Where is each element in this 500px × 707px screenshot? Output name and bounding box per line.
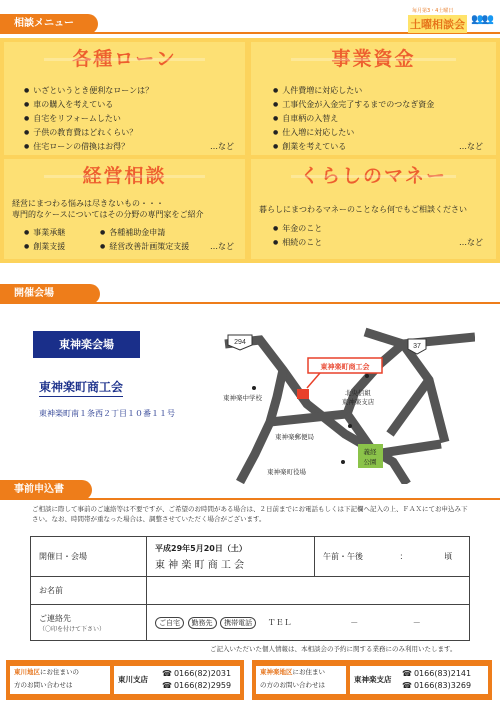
etc-label: …など: [459, 238, 483, 247]
park-label: 公園: [363, 458, 377, 466]
list-item: ● 創業を考えている: [273, 141, 346, 152]
park-label: 義経: [363, 448, 377, 456]
phone-number: 0166(82)2031: [173, 669, 232, 678]
panel-business: [251, 42, 496, 155]
venue-name: 東神楽町商工会: [39, 378, 123, 397]
apply-notice: ご相談に際して事前のご連絡等は不要ですが、ご希望のお時間がある場合は、２日前までにお電話もしくは下記欄へ記入の上、ＦＡＸにてお申込み下さい。なお、時間帯が重なった場合は、調整させていただく場合がございます。: [32, 505, 468, 523]
logo-subtitle: 毎月第3・4土曜日: [412, 8, 454, 14]
section-venue-title: 開催会場: [14, 288, 54, 299]
bank-marker: [365, 374, 369, 378]
section-apply-title: 事前申込書: [14, 484, 64, 495]
area-name: 東神楽地区: [260, 668, 293, 676]
list-item: ● いざというとき便利なローンは？: [24, 85, 153, 96]
list-item: ● 子供の教育費はどれくらい？: [24, 127, 137, 138]
list-item: ● 年金のこと: [273, 223, 322, 234]
date-label: 開催日・会場: [31, 537, 147, 577]
tel-separator: －: [350, 617, 359, 627]
list-item: ● 事業承継: [24, 227, 65, 238]
tel-separator: －: [412, 617, 421, 627]
contact-label-cell: [31, 605, 147, 641]
venue-badge: 東神楽会場: [33, 331, 140, 358]
area-text: の方のお問い合わせは: [260, 681, 325, 689]
venue-value: 東 神 楽 町 商 工 会: [155, 559, 245, 571]
list-item: ● 工事代金が入金完了するまでのつなぎ資金: [273, 99, 434, 110]
phone-line[interactable]: [162, 669, 231, 678]
school-label: 東神楽中学校: [223, 394, 262, 402]
etc-label: …など: [210, 242, 234, 251]
people-icon: 👥👥: [471, 14, 492, 25]
list-item: ● 創業支援: [24, 241, 65, 252]
bank-branch-label: 東神楽支店: [341, 398, 375, 406]
fax-line[interactable]: [162, 681, 231, 690]
name-label: お名前: [31, 577, 147, 605]
panel-loan-title: 各種ローン: [4, 44, 245, 74]
contact-box-higashikagura: [252, 660, 492, 700]
town-office-label: 東神楽町役場: [267, 468, 306, 476]
school-marker: [252, 386, 256, 390]
fax-icon: ☎: [402, 681, 412, 690]
application-form: [30, 536, 470, 641]
map-road: [390, 380, 429, 434]
panel-management-lead: 専門的なケースについてはその分野の専門家をご紹介: [12, 210, 204, 219]
contact-branch: [350, 666, 488, 694]
panel-management: [4, 159, 245, 259]
list-item: ● 車の購入を考えている: [24, 99, 113, 110]
area-text: 方のお問い合わせは: [14, 681, 73, 689]
map-road: [240, 370, 283, 482]
etc-label: …など: [459, 142, 483, 151]
time-label: 午前・午後: [323, 552, 363, 561]
contact-field[interactable]: [147, 605, 470, 641]
contact-option-work[interactable]: 勤務先: [188, 617, 217, 629]
logo: [406, 6, 492, 32]
bank-label: 北央信組: [345, 389, 371, 397]
panel-management-lead: 経営にまつわる悩みは尽きないもの・・・: [12, 199, 164, 208]
list-item: ● 人件費増に対応したい: [273, 85, 362, 96]
route-294-label: 294: [234, 339, 246, 346]
consult-menu: [0, 38, 500, 263]
route-37-label: 37: [413, 343, 421, 350]
venue-address: 東神楽町南１条西２丁目１０番１１号: [39, 409, 175, 418]
section-venue-tab: [0, 284, 100, 304]
time-colon: ：: [399, 552, 408, 561]
section-apply-tab: [0, 480, 92, 500]
list-item: ● 相続のこと: [273, 237, 322, 248]
section-menu-tab: [0, 14, 98, 34]
contact-branch: [114, 666, 240, 694]
post-office-marker: [348, 424, 352, 428]
panel-management-title: 経営相談: [4, 161, 245, 191]
area-name: 東川地区: [14, 668, 40, 676]
contact-option-mobile[interactable]: 携帯電話: [220, 617, 256, 629]
phone-icon: ☎: [402, 669, 412, 678]
area-text: にお住まいの: [40, 668, 79, 676]
town-office-marker: [341, 460, 345, 464]
time-suffix: 頃: [444, 552, 453, 561]
section-venue-line: [0, 302, 500, 304]
branch-name: 東神楽支店: [354, 675, 392, 684]
etc-label: …など: [210, 142, 234, 151]
fax-number: 0166(83)3269: [413, 681, 472, 690]
logo-title: 土曜相談会: [408, 15, 467, 33]
name-field[interactable]: [147, 577, 470, 605]
contact-box-higashikawa: [6, 660, 244, 700]
fax-line[interactable]: [402, 681, 471, 690]
fax-icon: ☎: [162, 681, 172, 690]
section-apply-line: [0, 498, 500, 500]
tel-label: ＴＥＬ: [267, 617, 292, 627]
list-item: ● 自宅をリフォームしたい: [24, 113, 121, 124]
section-menu-title: 相談メニュー: [14, 18, 74, 29]
contact-note: （〇印を付けて下さい）: [39, 625, 106, 633]
branch-name: 東川支店: [118, 675, 148, 684]
panel-life-title: くらしのマネー: [251, 161, 496, 191]
target-pointer: [307, 373, 320, 388]
privacy-note: ご記入いただいた個人情報は、本相談会の予約に関する業務にのみ利用いたします。: [210, 645, 457, 653]
phone-icon: ☎: [162, 669, 172, 678]
target-label: 東神楽町商工会: [320, 363, 370, 371]
area-text: にお住まい: [292, 668, 325, 676]
list-item: ● 自車柄の入替え: [273, 113, 338, 124]
time-field[interactable]: [315, 537, 470, 577]
contact-label: ご連絡先: [39, 613, 71, 623]
date-value: 平成29年5月20日（土）: [155, 543, 247, 553]
panel-business-title: 事業資金: [251, 44, 496, 74]
list-item: ● 経営改善計画策定支援: [100, 241, 189, 252]
contact-area-text: [256, 666, 346, 694]
venue-map: [215, 322, 475, 484]
target-building-icon: [297, 389, 309, 399]
contact-area-text: [10, 666, 110, 694]
contact-option-home[interactable]: ご自宅: [155, 617, 184, 629]
panel-loan: [4, 42, 245, 155]
post-office-label: 東神楽郵便局: [275, 433, 314, 441]
phone-number: 0166(83)2141: [413, 669, 472, 678]
list-item: ● 各種補助金申請: [100, 227, 165, 238]
panel-life-lead: 暮らしにまつわるマネーのことなら何でもご相談ください: [259, 205, 467, 214]
fax-number: 0166(82)2959: [173, 681, 232, 690]
list-item: ● 住宅ローンの借換はお得？: [24, 141, 129, 152]
panel-life: [251, 159, 496, 259]
phone-line[interactable]: [402, 669, 471, 678]
list-item: ● 仕入増に対応したい: [273, 127, 354, 138]
